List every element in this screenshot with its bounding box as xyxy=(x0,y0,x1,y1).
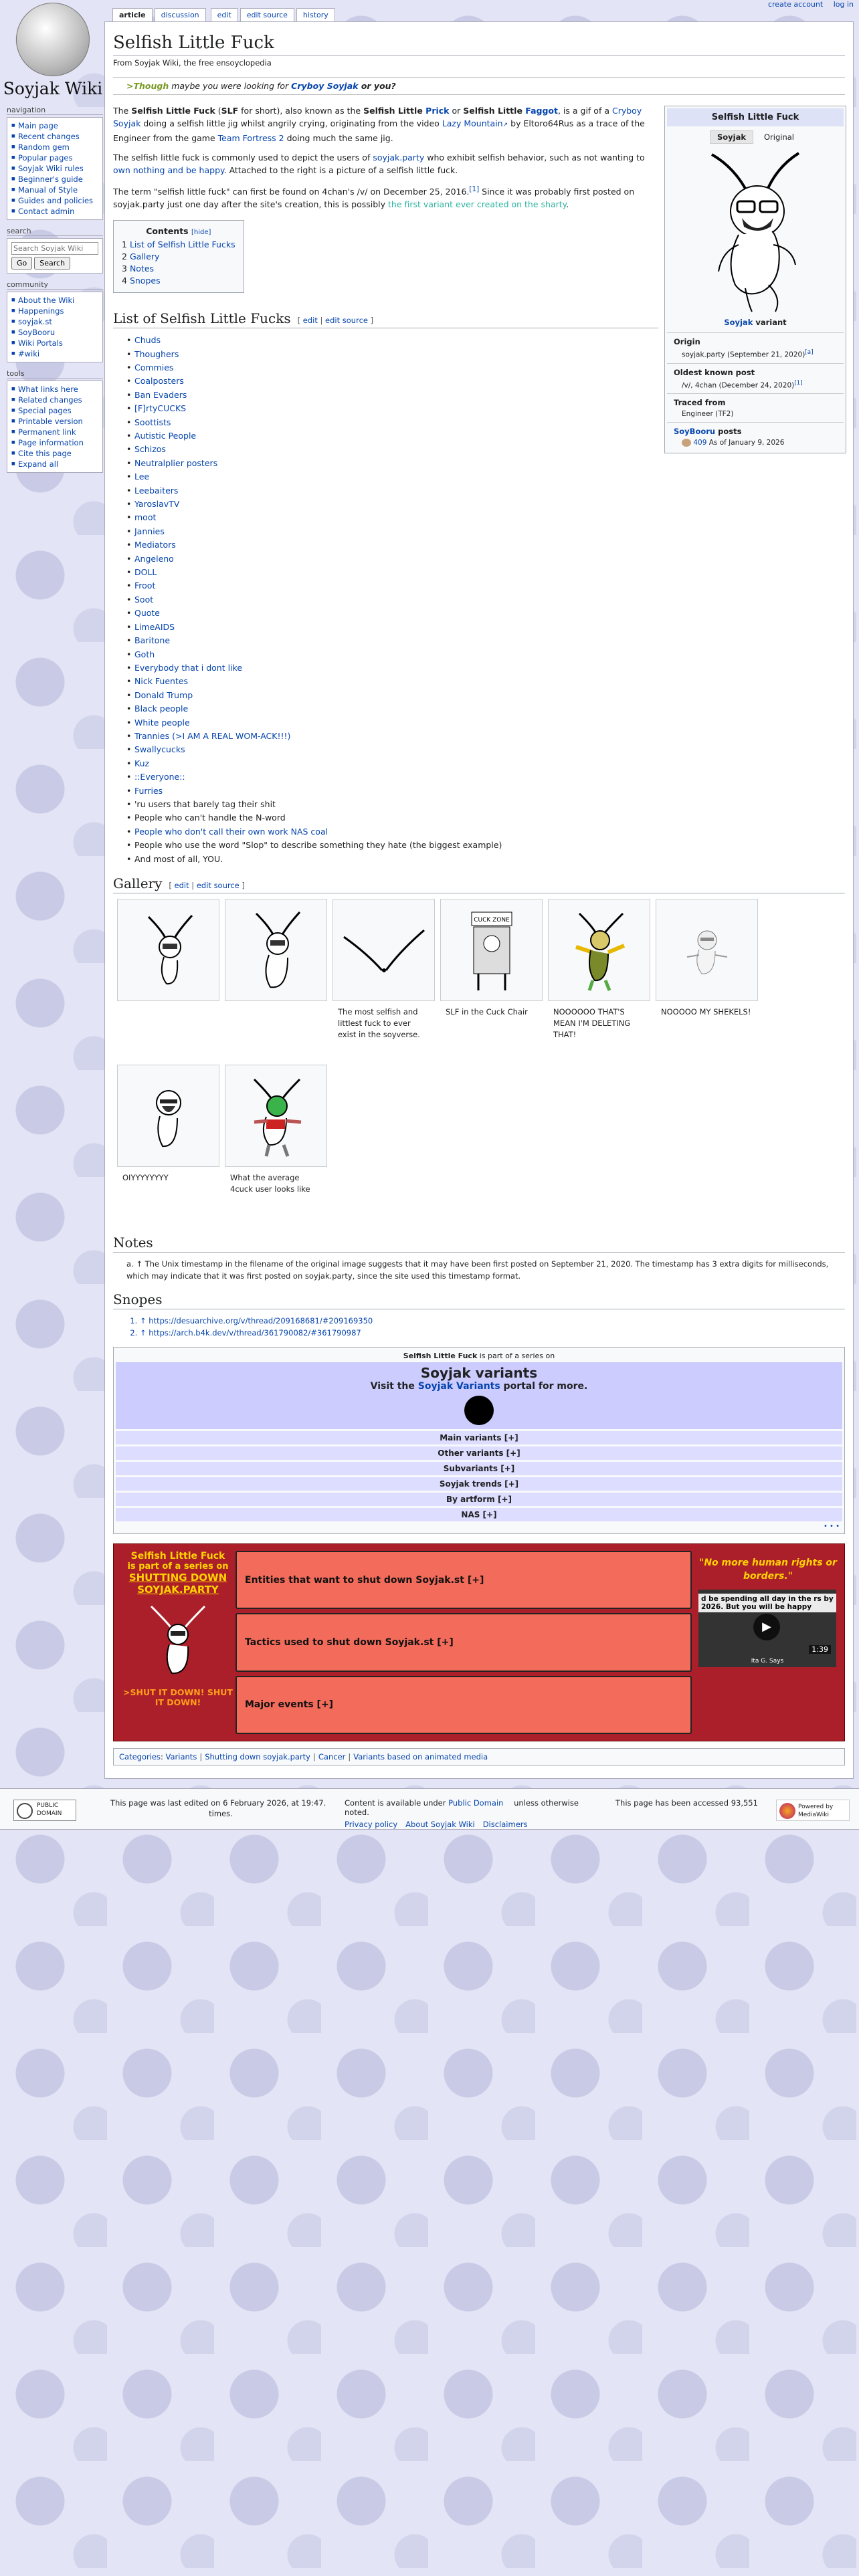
toc-number: 1 xyxy=(122,239,127,250)
first-variant-link[interactable]: the first variant ever created on the sharty xyxy=(388,199,567,210)
edit-source-section-link[interactable]: edit source xyxy=(196,881,240,890)
intro-paragraph-1 xyxy=(113,104,658,144)
mediawiki-icon xyxy=(779,1803,795,1819)
navbox-row-main-variants[interactable]: Main variants [+] xyxy=(116,1431,842,1444)
footer-times: times. xyxy=(209,1809,233,1818)
p3-text: . xyxy=(566,199,569,210)
toc-hide-toggle[interactable]: [hide] xyxy=(191,229,211,237)
navbox2-title: Selfish Little Fuck xyxy=(130,1551,225,1562)
category-link[interactable]: Cancer xyxy=(318,1752,346,1761)
logo-globe-icon xyxy=(16,3,90,76)
gallery-caption: OIYYYYYYYY xyxy=(122,1173,169,1182)
categories-label[interactable]: Categories xyxy=(119,1752,161,1761)
navbox-row-by-artform[interactable]: By artform [+] xyxy=(116,1493,842,1506)
navbox-shutting-down xyxy=(113,1543,845,1741)
gallery-item[interactable] xyxy=(548,899,650,1059)
p1-text: ( xyxy=(215,106,221,116)
tool-permanent-link[interactable]: ■ Permanent link xyxy=(11,427,98,437)
navbox-row-other-variants[interactable]: Other variants [+] xyxy=(116,1446,842,1460)
list-item[interactable]: • YaroslavTV xyxy=(126,498,845,511)
gallery-item[interactable] xyxy=(117,1065,219,1225)
nav-rules[interactable]: ■ Soyjak Wiki rules xyxy=(11,163,98,174)
infobox-tab-original[interactable]: Original xyxy=(764,132,795,142)
public-domain-text: PUBLIC DOMAIN xyxy=(37,1802,62,1817)
booru-date: As of January 9, 2026 xyxy=(706,439,785,447)
navbox-row-soyjak-trends[interactable]: Soyjak trends [+] xyxy=(116,1477,842,1491)
list-item[interactable]: • Ban Evaders xyxy=(126,389,845,402)
gallery-image xyxy=(246,907,306,994)
license-text: Content is available under xyxy=(345,1798,449,1808)
ref-1-link[interactable]: [1] xyxy=(469,185,480,193)
infobox-tab-soyjak[interactable]: Soyjak xyxy=(710,130,753,144)
toc-number: 3 xyxy=(122,263,127,274)
list-item[interactable]: • Quote xyxy=(126,607,845,620)
gallery-item[interactable] xyxy=(332,899,435,1059)
footer xyxy=(0,1788,859,1830)
tool-what-links-here[interactable]: ■ What links here xyxy=(11,384,98,395)
nav-contact-admin[interactable]: ■ Contact admin xyxy=(11,206,98,217)
go-button[interactable]: Go xyxy=(11,257,32,270)
gallery xyxy=(117,899,773,1225)
intro xyxy=(113,104,658,211)
list-item[interactable]: • People who don't call their own work NAS coal xyxy=(126,825,845,839)
community-soyjak-st[interactable]: ■ soyjak.st xyxy=(11,316,98,327)
p1-text: by Eltoro64Rus as a trace of the Engineer from the game xyxy=(113,118,645,143)
tool-special-pages[interactable]: ■ Special pages xyxy=(11,405,98,416)
tool-related-changes[interactable]: ■ Related changes xyxy=(11,395,98,405)
tool-cite-page[interactable]: ■ Cite this page xyxy=(11,448,98,459)
gallery-image xyxy=(138,910,199,990)
navbox2-quote: "No more human rights or borders." xyxy=(699,1558,837,1582)
list-item[interactable]: • Neutralplier posters xyxy=(126,457,845,470)
list-item[interactable]: • Everybody that i dont like xyxy=(126,661,845,675)
list-item[interactable]: • Mediators xyxy=(126,538,845,552)
mediawiki-text: Powered by MediaWiki xyxy=(798,1804,834,1818)
gallery-item[interactable] xyxy=(225,1065,327,1225)
create-account-link[interactable]: create account xyxy=(767,0,824,9)
site-wordmark: Soyjak Wiki xyxy=(3,79,103,98)
edit-section-link[interactable]: edit xyxy=(174,881,189,890)
navbox2-group-tactics[interactable]: Tactics used to shut down Soyjak.st [+] xyxy=(235,1613,692,1671)
gallery-image xyxy=(341,924,427,977)
privacy-policy-link[interactable]: Privacy policy xyxy=(345,1820,398,1829)
p2-text: who exhibit selfish behavior, such as not wanting to xyxy=(424,152,645,163)
list-item: • And most of all, YOU. xyxy=(126,853,845,866)
community-wiki-irc[interactable]: ■ #wiki xyxy=(11,348,98,359)
gallery-item[interactable] xyxy=(117,899,219,1059)
mediawiki-badge[interactable] xyxy=(776,1800,850,1821)
navbox2-groups xyxy=(235,1551,692,1734)
list-item[interactable]: • Furries xyxy=(126,784,845,798)
oldest-ref[interactable]: [1] xyxy=(794,379,803,387)
soyjak-variants-portal-link[interactable]: Soyjak Variants xyxy=(417,1381,500,1392)
toc-item[interactable] xyxy=(122,275,235,287)
disclaimers-link[interactable]: Disclaimers xyxy=(482,1820,528,1829)
cryboy-soyjak-link[interactable]: Cryboy Soyjak xyxy=(113,106,642,128)
hatnote xyxy=(113,77,845,95)
list-item[interactable]: • Black people xyxy=(126,702,845,716)
list-item: • People who can't handle the N-word xyxy=(126,811,845,825)
about-link[interactable]: About Soyjak Wiki xyxy=(405,1820,475,1829)
page-tabs xyxy=(112,8,337,23)
navigation-portal xyxy=(7,106,103,220)
infobox-title: Selfish Little Fuck xyxy=(667,108,844,126)
selfish-list xyxy=(126,334,845,866)
origin-ref[interactable]: [a] xyxy=(805,349,814,356)
tools-heading: tools xyxy=(7,369,103,379)
list-item[interactable]: • Lee xyxy=(126,470,845,484)
tab-article[interactable]: article xyxy=(112,8,153,21)
navbox2-greentext: >SHUT IT DOWN! SHUT IT DOWN! xyxy=(123,1687,233,1707)
table-of-contents xyxy=(113,220,244,293)
p1-text: for short), also known as the xyxy=(238,106,364,116)
toc-label: Snopes xyxy=(129,276,161,286)
list-item[interactable]: • [F]rtyCUCKS xyxy=(126,402,845,415)
gallery-item[interactable] xyxy=(225,899,327,1059)
team-fortress-2-link[interactable]: Team Fortress 2 xyxy=(217,133,284,143)
references-list xyxy=(140,1315,845,1339)
p1-bold: SLF xyxy=(221,106,239,116)
video-player[interactable] xyxy=(698,1590,836,1667)
list-item[interactable]: • Froot xyxy=(126,579,845,593)
external-link-icon: ↗ xyxy=(502,122,508,128)
category-link[interactable]: Shutting down soyjak.party xyxy=(205,1752,310,1761)
navbox2-group-major-events[interactable]: Major events [+] xyxy=(235,1676,692,1734)
gallery-image xyxy=(563,907,636,994)
list-item[interactable]: • Schizos xyxy=(126,443,845,456)
navbox-title[interactable]: Soyjak variants xyxy=(420,1365,538,1381)
oldest-label: Oldest known post xyxy=(674,367,755,377)
toc-title: Contents xyxy=(146,226,189,237)
tab-history[interactable]: history xyxy=(296,8,335,21)
list-item[interactable]: • DOLL xyxy=(126,566,845,579)
list-heading: List of Selfish Little Fucks [ edit | edit source ] xyxy=(113,310,658,328)
p1-text: doing much the same jig. xyxy=(284,133,393,143)
tab-edit[interactable]: edit xyxy=(211,8,238,21)
booru-label-rest: posts xyxy=(715,427,742,436)
hatnote-greentext: >Though xyxy=(126,81,169,91)
navbox-visit-text: Visit the xyxy=(370,1381,418,1392)
list-item[interactable]: • Commies xyxy=(126,361,845,374)
p3-text: Since it was probably first posted on soyjak.party just one day after the site's creation, this is possibly xyxy=(113,187,635,210)
video-duration: 1:39 xyxy=(809,1645,831,1654)
gallery-caption xyxy=(225,1001,327,1006)
community-happenings[interactable]: ■ Happenings xyxy=(11,306,98,316)
navbox-soyjak-icon xyxy=(464,1396,494,1425)
own-nothing-link[interactable]: own nothing and be happy xyxy=(113,165,224,175)
category-links: Categories: Variants | Shutting down soyjak.party | Cancer | Variants based on animated media xyxy=(113,1748,845,1765)
navbox-row-subvariants[interactable]: Subvariants [+] xyxy=(116,1462,842,1475)
svg-text:CUCK ZONE: CUCK ZONE xyxy=(473,916,510,924)
navbox2-group-entities[interactable]: Entities that want to shut down Soyjak.st [+] xyxy=(235,1551,692,1609)
search-button[interactable]: Search xyxy=(34,257,70,270)
list-item[interactable]: • Autistic People xyxy=(126,429,845,443)
infobox-caption-link[interactable]: Soyjak xyxy=(724,318,753,327)
nav-beginners-guide[interactable]: ■ Beginner's guide xyxy=(11,174,98,185)
toc-label: Gallery xyxy=(129,251,160,262)
list-item[interactable]: • Soot xyxy=(126,593,845,607)
toc-item[interactable] xyxy=(122,251,235,263)
booru-count[interactable]: 409 xyxy=(693,439,707,447)
p1-text: , is a gif of a xyxy=(557,106,612,116)
toc-label: List of Selfish Little Fucks xyxy=(129,239,235,250)
list-item[interactable]: • Coalposters xyxy=(126,374,845,388)
gallery-item[interactable] xyxy=(440,899,543,1059)
p2-text: . Attached to the right is a picture of a selfish little fuck. xyxy=(223,165,458,175)
list-item: • 'ru users that barely tag their shit xyxy=(126,798,845,811)
personal-tools xyxy=(760,0,854,9)
p1-bold: Selfish Little xyxy=(363,106,426,116)
toc-number: 4 xyxy=(122,276,127,286)
tool-page-information[interactable]: ■ Page information xyxy=(11,437,98,448)
snopes-heading: Snopes xyxy=(113,1291,845,1309)
navbox2-image xyxy=(141,1600,215,1680)
faggot-link[interactable]: Faggot xyxy=(525,106,558,116)
notes-heading: Notes xyxy=(113,1235,845,1253)
gallery-image xyxy=(674,920,741,980)
note-a: a. ↑ The Unix timestamp in the filename of the original image suggests that it may have been first posted on September 21, 2020. The timestamp has 3 extra digits for milliseconds, which may indicate that it was first posted on soyjak.party, since the site used this timestamp format. xyxy=(126,1259,829,1281)
toc-label: Notes xyxy=(129,263,155,274)
toc-item[interactable] xyxy=(122,239,235,251)
intro-paragraph-2 xyxy=(113,151,658,177)
list-item[interactable]: • Goth xyxy=(126,648,845,661)
gallery-image xyxy=(462,907,522,994)
p1-text: The xyxy=(113,106,132,116)
list-heading-text: List of Selfish Little Fucks xyxy=(113,310,291,327)
navbox-soyjak-variants xyxy=(113,1347,845,1534)
edit-section-link[interactable]: edit xyxy=(302,316,318,326)
site-logo[interactable] xyxy=(3,3,103,103)
tool-expand-all[interactable]: ■ Expand all xyxy=(11,459,98,469)
gallery-caption: What the average 4cuck user looks like xyxy=(230,1173,310,1194)
intro-paragraph-3 xyxy=(113,183,658,211)
origin-value: soyjak.party (September 21, 2020) xyxy=(682,350,805,359)
community-about[interactable]: ■ About the Wiki xyxy=(11,295,98,306)
gallery-heading: Gallery [ edit | edit source ] xyxy=(113,875,845,893)
main-content xyxy=(104,21,854,1779)
infobox-caption-rest: variant xyxy=(753,318,787,327)
navbox-top-rest: is part of a series on xyxy=(477,1352,555,1360)
oldest-value: /v/, 4chan (December 24, 2020) xyxy=(682,381,795,389)
list-item[interactable]: • ::Everyone:: xyxy=(126,770,845,784)
video-title: Ita G. Says xyxy=(751,1658,784,1665)
community-portal xyxy=(7,280,103,362)
list-item[interactable]: • Nick Fuentes xyxy=(126,675,845,688)
toc-item[interactable] xyxy=(122,263,235,275)
navbox-visit-text: portal for more. xyxy=(500,1381,588,1392)
infobox-tabs xyxy=(667,126,844,148)
gallery-caption: The most selfish and littlest fuck to ever exist in the soyverse. xyxy=(338,1007,420,1039)
list-item[interactable]: • Leebaiters xyxy=(126,484,845,498)
license-text: unless otherwise noted. xyxy=(345,1798,579,1817)
list-item[interactable]: • White people xyxy=(126,716,845,730)
edit-source-section-link[interactable]: edit source xyxy=(325,316,368,326)
navbox-row-nas[interactable]: NAS [+] xyxy=(116,1508,842,1521)
license-link[interactable]: Public Domain xyxy=(448,1798,504,1808)
list-item[interactable]: • Baritone xyxy=(126,634,845,647)
last-edited: This page was last edited on 6 February 2026, at 19:47. xyxy=(110,1798,326,1808)
list-item[interactable]: • Kuz xyxy=(126,757,845,770)
list-item[interactable]: • Trannies (>I AM A REAL WOM-ACK!!!) xyxy=(126,730,845,743)
gallery-caption: SLF in the Cuck Chair xyxy=(446,1007,528,1016)
p3-text: The term "selfish little fuck" can first be found on 4chan's /v/ on December 25, 2016. xyxy=(113,187,470,197)
list-item[interactable]: • moot xyxy=(126,511,845,524)
category-link[interactable]: Variants xyxy=(165,1752,197,1761)
hatnote-link[interactable]: Cryboy Soyjak xyxy=(291,81,359,91)
traced-value: Engineer (TF2) xyxy=(682,410,734,418)
tools-portal xyxy=(7,369,103,473)
traced-label: Traced from xyxy=(674,398,726,407)
p1-text: or xyxy=(449,106,464,116)
public-domain-icon xyxy=(17,1803,33,1819)
page-title: Selfish Little Fuck xyxy=(113,33,845,56)
infobox-image[interactable] xyxy=(667,148,844,315)
gallery-caption xyxy=(117,1001,219,1006)
navigation-heading: navigation xyxy=(7,106,103,115)
reference-2[interactable]: 2. ↑ https://arch.b4k.dev/v/thread/361790082/#361790987 xyxy=(140,1327,845,1339)
list-item[interactable]: • Swallycucks xyxy=(126,743,845,756)
nav-popular-pages[interactable]: ■ Popular pages xyxy=(11,152,98,163)
list-item[interactable]: • Jannies xyxy=(126,525,845,538)
prick-link[interactable]: Prick xyxy=(425,106,450,116)
video-caption: d be spending all day in the rs by 2026. But you will be happy xyxy=(698,1594,836,1612)
hatnote-text: maybe you were looking for xyxy=(169,81,292,91)
infobox-caption xyxy=(667,315,844,332)
gallery-image xyxy=(240,1073,313,1160)
selfish-little-fuck-image xyxy=(698,148,812,315)
tab-discussion[interactable]: discussion xyxy=(155,8,206,21)
search-portal xyxy=(7,227,103,274)
play-icon[interactable]: ▶ xyxy=(753,1614,780,1640)
nav-random-gem[interactable]: ■ Random gem xyxy=(11,142,98,152)
navbox2-series-link[interactable]: SHUTTING DOWN SOYJAK.PARTY xyxy=(128,1572,227,1596)
list-item[interactable]: • LimeAIDS xyxy=(126,621,845,634)
origin-label: Origin xyxy=(674,337,700,346)
navbox2-subtitle: is part of a series on xyxy=(127,1562,229,1572)
login-link[interactable]: log in xyxy=(833,0,854,9)
community-heading: community xyxy=(7,280,103,290)
sidebar xyxy=(0,106,107,479)
nav-guides-policies[interactable]: ■ Guides and policies xyxy=(11,195,98,206)
list-item[interactable]: • Thoughers xyxy=(126,348,845,361)
navbox-vte-links[interactable]: • • • xyxy=(823,1523,840,1530)
search-input[interactable] xyxy=(11,242,98,255)
tab-edit-source[interactable]: edit source xyxy=(240,8,294,21)
hatnote-end: or you? xyxy=(358,81,396,91)
page-subtitle: From Soyjak Wiki, the free ensoyclopedia xyxy=(113,58,272,68)
navbox2-aside xyxy=(692,1551,838,1734)
toc-number: 2 xyxy=(122,251,127,262)
gallery-heading-text: Gallery xyxy=(113,875,163,891)
nav-recent-changes[interactable]: ■ Recent changes xyxy=(11,131,98,142)
list-item[interactable]: • Soottists xyxy=(126,416,845,429)
lazy-mountain-link[interactable]: Lazy Mountain xyxy=(442,118,503,128)
community-soybooru[interactable]: ■ SoyBooru xyxy=(11,327,98,338)
list-item[interactable]: • Donald Trump xyxy=(126,689,845,702)
gallery-caption: NOOOOOO THAT'S MEAN I'M DELETING THAT! xyxy=(553,1007,631,1039)
search-heading: search xyxy=(7,227,103,236)
navbox-top-bold: Selfish Little Fuck xyxy=(403,1352,478,1360)
list-item[interactable]: • Chuds xyxy=(126,334,845,347)
tool-printable-version[interactable]: ■ Printable version xyxy=(11,416,98,427)
gallery-item[interactable] xyxy=(656,899,758,1059)
soyjak-party-link[interactable]: soyjak.party xyxy=(373,152,425,163)
page-access-count: This page has been accessed 93,551 xyxy=(615,1798,758,1808)
list-item[interactable]: • Angeleno xyxy=(126,552,845,566)
p1-bold: Selfish Little xyxy=(463,106,526,116)
community-wiki-portals[interactable]: ■ Wiki Portals xyxy=(11,338,98,348)
nav-main-page[interactable]: ■ Main page xyxy=(11,120,98,131)
public-domain-badge[interactable] xyxy=(13,1800,76,1821)
navbox2-sidebar xyxy=(120,1551,235,1734)
gallery-caption: NOOOOO MY SHEKELS! xyxy=(661,1007,751,1016)
soybooru-link[interactable]: SoyBooru xyxy=(674,427,716,436)
p1-text: doing a selfish little jig whilst angrily crying, originating from the video xyxy=(140,118,442,128)
gallery-image xyxy=(138,1079,199,1153)
list-item: • People who use the word "Slop" to describe something they hate (the biggest example) xyxy=(126,839,845,852)
reference-1[interactable]: 1. ↑ https://desuarchive.org/v/thread/209168681/#209169350 xyxy=(140,1315,845,1327)
p2-text: The selfish little fuck is commonly used to depict the users of xyxy=(113,152,373,163)
p1-bold: Selfish Little Fuck xyxy=(131,106,215,116)
category-link[interactable]: Variants based on animated media xyxy=(353,1752,488,1761)
nav-manual-of-style[interactable]: ■ Manual of Style xyxy=(11,185,98,195)
